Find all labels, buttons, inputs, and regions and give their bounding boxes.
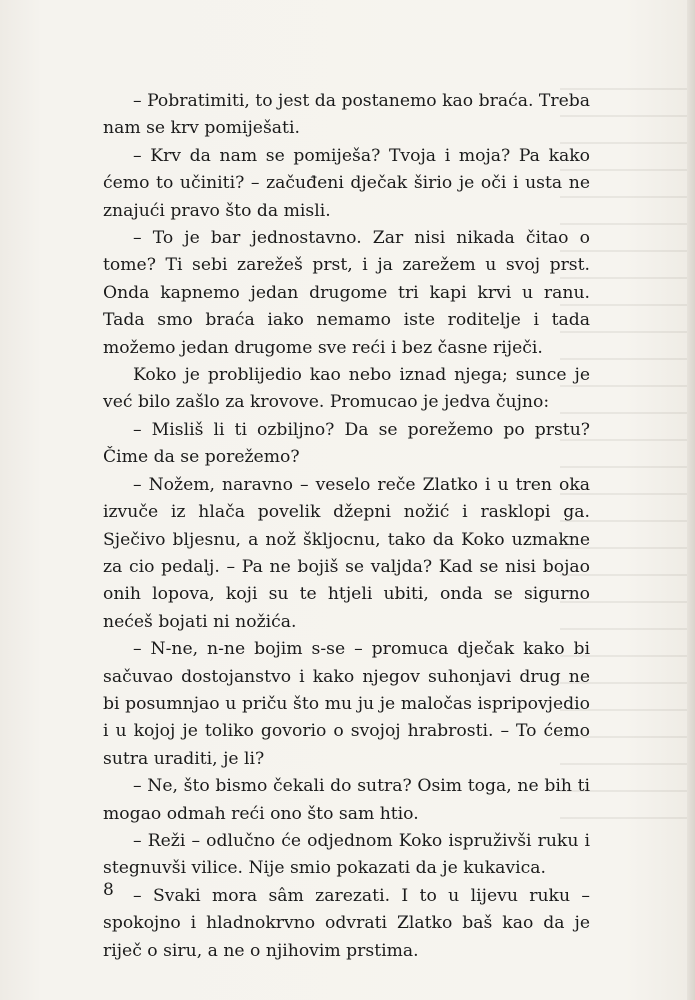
paragraph: – Pobratimiti, to jest da postanemo kao braća. Treba nam se krv pomiješati. <box>103 91 590 139</box>
body-text <box>103 88 590 965</box>
paragraph: – To je bar jednostavno. Zar nisi nikada čitao o tome? Ti sebi zarežeš prst, i ja zarežem u svoj prst. Onda kapnemo jedan drugome tri kapi krvi u ranu. Tada smo braća iako nemamo iste roditelje i tada možemo jedan drugome sve reći i bez časne riječi. <box>103 228 590 358</box>
paragraph: – Misliš li ti ozbiljno? Da se porežemo po prstu? Čime da se porežemo? <box>103 419 590 468</box>
paragraph: – Svaki mora sâm zarezati. I to u lijevu ruku – spokojno i hladnokrvno odvrati Zlatko baš kao da je riječ o siru, a ne o njihovim prstima. <box>103 885 590 961</box>
paragraph: – Ne, što bismo čekali do sutra? Osim toga, ne bih ti mogao odmah reći ono što sam htio. <box>103 776 590 824</box>
page-number: 8 <box>103 880 114 900</box>
paragraph: Koko je problijedio kao nebo iznad njega; sunce je već bilo zašlo za krovove. Promucao je jedva čujno: <box>103 365 590 413</box>
paragraph: – Nožem, naravno – veselo reče Zlatko i u tren oka izvuče iz hlača povelik džepni nožić i rasklopi ga. Sječivo bljesnu, a nož škljocnu, tako da Koko uzmakne za cio pedalj. – Pa ne bojiš se valjda? Kad se nisi bojao onih lopova, koji su te htjeli ubiti, onda se sigurno nećeš bojati ni nožića. <box>103 474 590 632</box>
paragraph: – Reži – odlučno će odjednom Koko ispruživši ruku i stegnuvši vilice. Nije smio pokazati da je kukavica. <box>103 830 590 879</box>
paragraph: – N-ne, n-ne bojim s-se – promuca dječak kako bi sačuvao dostojanstvo i kako njegov suhonjavi drug ne bi posumnjao u priču što mu ju je maločas ispripovjedio i u kojoj je toliko govorio o svojoj hrabrosti. – To ćemo sutra uraditi, je li? <box>103 639 590 769</box>
page-edge <box>687 0 695 1000</box>
paragraph: – Krv da nam se pomiješa? Tvoja i moja? Pa kako ćemo to učiniti? – začuđeni dječak širio je oči i usta ne znajući pravo što da misli. <box>103 145 590 221</box>
